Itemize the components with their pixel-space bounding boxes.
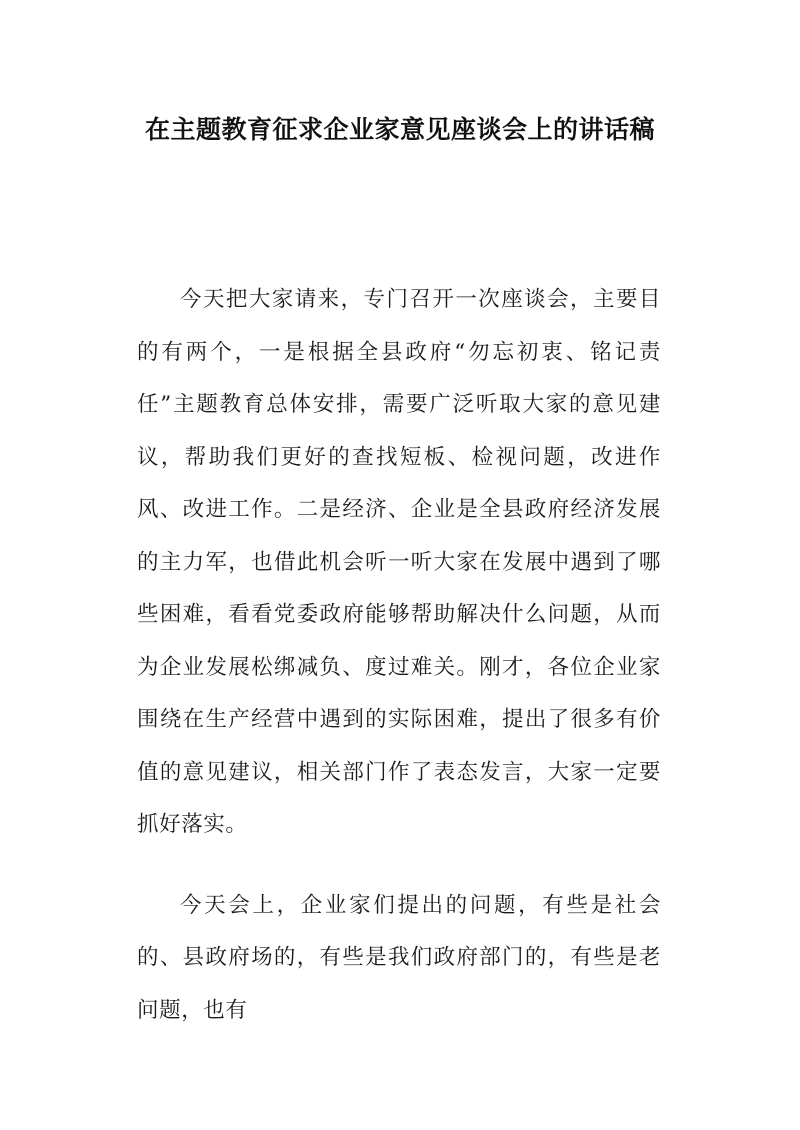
paragraph-1: 今天把大家请来，专门召开一次座谈会，主要目的有两个，一是根据全县政府“勿忘初衷、铭记责任”主题教育总体安排，需要广泛听取大家的意见建议，帮助我们更好的查找短板、检视问题，改进作风、改进工作。二是经济、企业是全县政府经济发展的主力军，也借此机会听一听大家在发展中遇到了哪些困难，看看党委政府能够帮助解决什么问题，从而为企业发展松绑减负、度过难关。刚才，各位企业家围绕在生产经营中遇到的实际困难，提出了很多有价值的意见建议，相关部门作了表态发言，大家一定要抓好落实。 — [137, 287, 661, 837]
paragraph-2: 今天会上，企业家们提出的问题，有些是社会的、县政府场的，有些是我们政府部门的，有些是老问题，也有 — [137, 892, 661, 1023]
document-title: 在主题教育征求企业家意见座谈会上的讲话稿 — [144, 115, 655, 144]
document-body — [137, 274, 661, 1037]
